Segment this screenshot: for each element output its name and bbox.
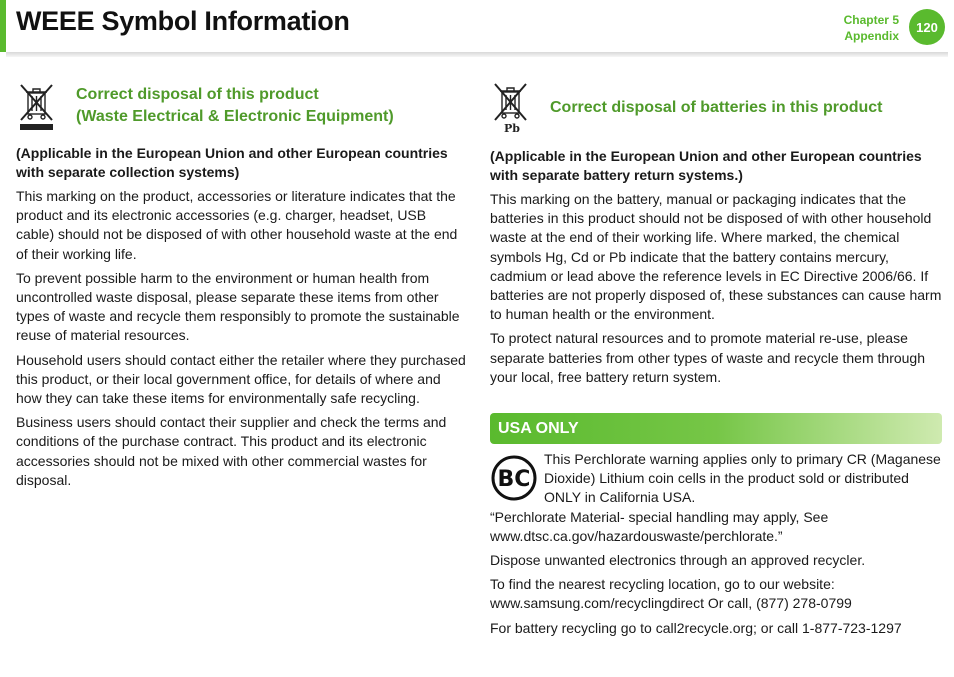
header-divider bbox=[6, 52, 948, 57]
weee-battery-title: Correct disposal of batteries in this product bbox=[550, 98, 883, 116]
crossed-bin-pb-icon bbox=[490, 80, 534, 135]
weee-battery-paragraph: This marking on the battery, manual or packaging indicates that the batteries in this product should not be disposed of with other household waste at the end of their working life. Where marked, the chemical symbols Hg, Cd or Pb indicate that the battery contains mercury, cadmium or lead above the reference levels in EC Directive 2006/66. If batteries are not properly disposed of, these substances can cause harm to human health or the environment. bbox=[490, 191, 942, 323]
bc-logo-text: BC bbox=[497, 467, 531, 493]
recycling-location-text: To find the nearest recycling location, go to our website: www.samsung.com/recyclingdirect Or call, (877) 278-0799 bbox=[490, 576, 852, 612]
chapter-number: Chapter 5 bbox=[843, 13, 899, 27]
perchlorate-quote: “Perchlorate Material- special handling may apply, See www.dtsc.ca.gov/hazardouswaste/perchlorate.” bbox=[490, 508, 829, 544]
bc-logo-icon bbox=[490, 454, 538, 502]
weee-battery-paragraph: To protect natural resources and to promote material re-use, please separate batteries from other types of waste and recycle them through your local, free battery return system. bbox=[490, 330, 926, 385]
header-accent-bar bbox=[0, 0, 6, 52]
weee-product-title bbox=[76, 84, 394, 128]
perchlorate-warning: This Perchlorate warning applies only to primary CR (Maganese Dioxide) Lithium coin cells in the product sold or distributed ONLY in California USA. bbox=[544, 451, 941, 506]
weee-product-heading bbox=[16, 80, 468, 132]
usa-only-heading: USA ONLY bbox=[490, 413, 942, 444]
weee-product-title-line1: Correct disposal of this product bbox=[76, 86, 319, 103]
weee-product-section bbox=[16, 80, 468, 495]
chapter-section: Appendix bbox=[844, 29, 899, 43]
pb-chemical-label: Pb bbox=[504, 122, 520, 135]
chapter-label bbox=[844, 12, 899, 44]
weee-product-paragraph: This marking on the product, accessories or literature indicates that the product and its electronic accessories (e.g. charger, headset, USB cable) should not be disposed of with other household waste at the end of their working life. bbox=[16, 188, 458, 262]
page-number-badge: 120 bbox=[909, 9, 945, 45]
weee-product-applicability: (Applicable in the European Union and other European countries with separate collection systems) bbox=[16, 145, 448, 180]
weee-product-paragraph: To prevent possible harm to the environment or human health from uncontrolled waste disposal, please separate these items from other types of waste and recycle them responsibly to promote the sustainable reuse of material resources. bbox=[16, 269, 460, 344]
weee-product-paragraph: Business users should contact their supplier and check the terms and conditions of the purchase contract. This product and its electronic accessories should not be mixed with other commercial wastes for disposal. bbox=[16, 414, 447, 488]
weee-battery-heading bbox=[490, 80, 942, 135]
perchlorate-row bbox=[490, 450, 942, 508]
battery-recycling-text: For battery recycling go to call2recycle.org; or call 1-877-723-1297 bbox=[490, 619, 902, 636]
page-title: WEEE Symbol Information bbox=[16, 6, 350, 36]
weee-battery-applicability: (Applicable in the European Union and other European countries with separate battery return systems.) bbox=[490, 148, 922, 183]
crossed-bin-icon bbox=[16, 80, 60, 132]
weee-battery-section bbox=[490, 80, 942, 643]
dispose-recycler-text: Dispose unwanted electronics through an approved recycler. bbox=[490, 552, 866, 569]
weee-product-paragraph: Household users should contact either the retailer where they purchased this product, or their local government office, for details of where and how they can take these items for environmentally safe recycling. bbox=[16, 351, 466, 407]
weee-product-title-line2: (Waste Electrical & Electronic Equipment) bbox=[76, 108, 394, 125]
